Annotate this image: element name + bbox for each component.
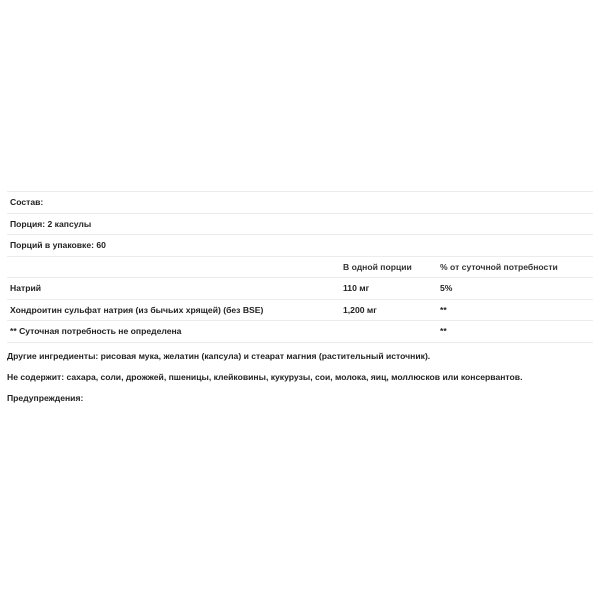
- table-row: [7, 278, 593, 300]
- servings-per-container: Порций в упаковке: 60: [10, 240, 106, 251]
- product-notes: [7, 348, 597, 411]
- nutrient-name: Натрий: [10, 283, 42, 294]
- footnote-daily-value: ** Суточная потребность не определена: [10, 326, 182, 337]
- warnings-heading: Предупреждения:: [7, 393, 84, 403]
- nutrient-amount: 1,200 мг: [343, 304, 377, 315]
- nutrient-daily-value: **: [440, 304, 447, 315]
- column-header-amount: В одной порции: [343, 261, 412, 272]
- serving-size: Порция: 2 капсулы: [10, 218, 92, 229]
- table-row: [7, 300, 593, 322]
- facts-title-row: [7, 192, 593, 214]
- servings-per-container-row: [7, 235, 593, 257]
- other-ingredients: Другие ингредиенты: рисовая мука, желатин (капсула) и стеарат магния (растительный источник).: [7, 351, 431, 361]
- nutrient-daily-value: 5%: [440, 283, 453, 294]
- nutrient-name: Хондроитин сульфат натрия (из бычьих хрящей) (без BSE): [10, 304, 264, 315]
- nutrient-daily-value: **: [440, 326, 447, 337]
- table-row: [7, 321, 593, 343]
- does-not-contain: Не содержит: сахара, соли, дрожжей, пшеницы, клейковины, кукурузы, сои, молока, яиц, моллюсков или консервантов.: [7, 372, 523, 382]
- supplement-facts-table: [7, 191, 593, 343]
- nutrient-amount: 110 мг: [343, 283, 370, 294]
- table-header-row: [7, 257, 593, 279]
- column-header-daily-value: % от суточной потребности: [440, 261, 558, 272]
- serving-size-row: [7, 214, 593, 236]
- facts-title: Состав:: [10, 197, 44, 208]
